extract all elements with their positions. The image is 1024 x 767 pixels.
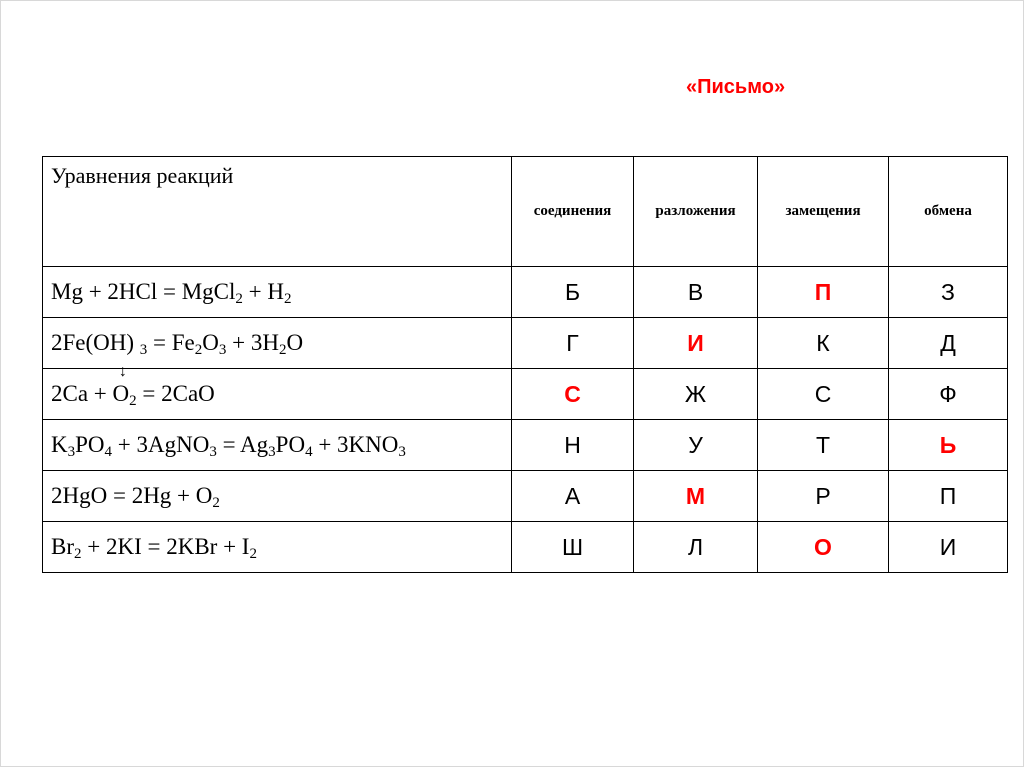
table-row xyxy=(43,522,1008,573)
answer-letter: Л xyxy=(634,522,758,573)
answer-letter: У xyxy=(634,420,758,471)
header-type-decomposition: разложения xyxy=(634,157,758,267)
answer-letter: В xyxy=(634,267,758,318)
reaction-equation: Mg + 2HCl = MgCl$_2$ + $H_2$ xyxy=(43,267,512,318)
answer-letter: Б xyxy=(512,267,634,318)
answer-letter-highlighted: И xyxy=(634,318,758,369)
table-row xyxy=(43,318,1008,369)
answer-letter: Т xyxy=(758,420,889,471)
reaction-equation: $Br_2 + 2KI = 2KBr + I_2$ xyxy=(43,522,512,573)
answer-letter-highlighted: Ь xyxy=(889,420,1008,471)
answer-letter: Ж xyxy=(634,369,758,420)
header-type-exchange: обмена xyxy=(889,157,1008,267)
answer-letter-highlighted: О xyxy=(758,522,889,573)
answer-letter: С xyxy=(758,369,889,420)
reaction-equation: 2Ca + ↓ $O_2 = 2CaO$ xyxy=(43,369,512,420)
table-row xyxy=(43,369,1008,420)
answer-letter-highlighted: С xyxy=(512,369,634,420)
answer-letter: А xyxy=(512,471,634,522)
page-title: «Письмо» xyxy=(686,76,786,98)
reaction-equation: $2HgO = 2Hg + O_2$ xyxy=(43,471,512,522)
answer-letter: Г xyxy=(512,318,634,369)
reactions-table xyxy=(42,156,1008,573)
answer-letter: П xyxy=(889,471,1008,522)
header-type-substitution: замещения xyxy=(758,157,889,267)
answer-letter: З xyxy=(889,267,1008,318)
answer-letter: Н xyxy=(512,420,634,471)
table-row xyxy=(43,471,1008,522)
answer-letter: Д xyxy=(889,318,1008,369)
table-row xyxy=(43,420,1008,471)
down-arrow-icon: ↓ xyxy=(118,363,127,380)
answer-letter: Ф xyxy=(889,369,1008,420)
header-type-combination: соединения xyxy=(512,157,634,267)
answer-letter-highlighted: П xyxy=(758,267,889,318)
answer-letter: И xyxy=(889,522,1008,573)
reaction-equation: 2Fe(OH) $_3 = Fe_2O_3 + 3H_2O$ xyxy=(43,318,512,369)
answer-letter: Ш xyxy=(512,522,634,573)
answer-letter: К xyxy=(758,318,889,369)
answer-letter: Р xyxy=(758,471,889,522)
header-equations: Уравнения реакций xyxy=(43,157,512,267)
answer-letter-highlighted: М xyxy=(634,471,758,522)
header-row xyxy=(43,157,1008,267)
table-row xyxy=(43,267,1008,318)
reaction-equation: $K_3PO_4$ + 3AgNO$_3$ = $Ag_3PO_4 + 3KNO_3$ xyxy=(43,420,512,471)
